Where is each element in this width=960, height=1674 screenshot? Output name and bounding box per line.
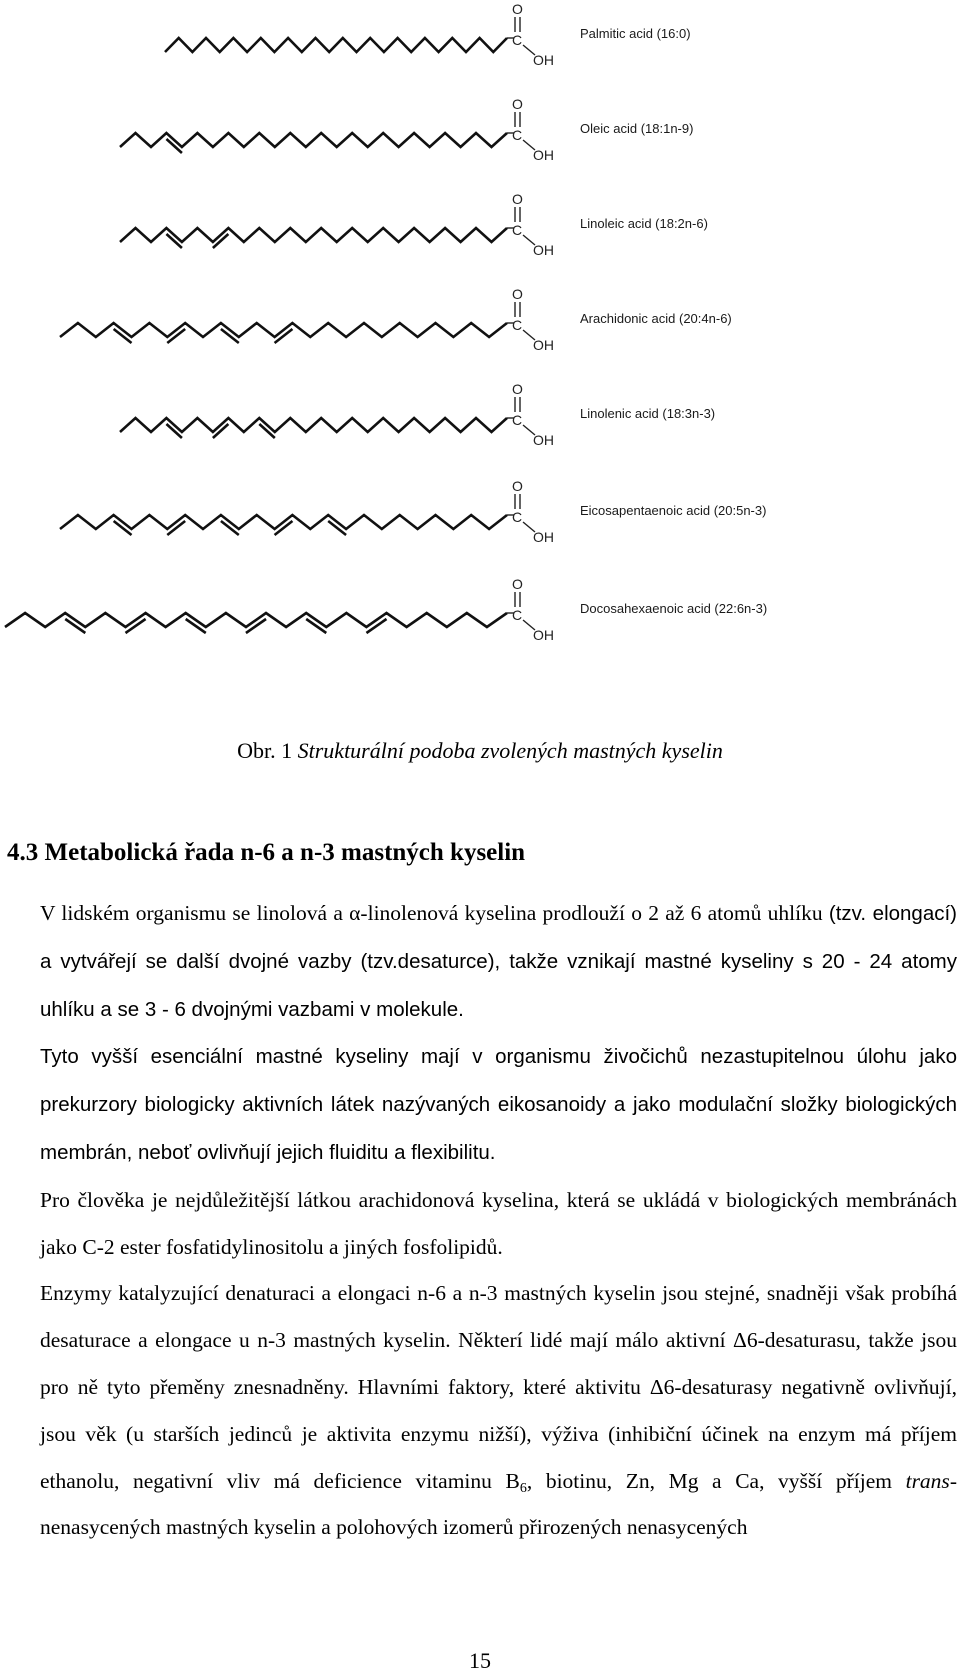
caption-prefix: Obr. 1 — [237, 738, 298, 763]
carbon-chain — [120, 228, 507, 242]
fatty-acid-row — [60, 286, 732, 353]
atom-carbon: C — [512, 509, 523, 525]
carbon-chain — [120, 133, 507, 147]
atom-carbon: C — [512, 607, 523, 623]
paragraph-2 — [7, 1033, 957, 1176]
atom-oxygen: O — [512, 576, 523, 592]
acid-label: Palmitic acid (16:0) — [580, 26, 691, 41]
atom-oxygen: O — [512, 191, 523, 207]
p1-text-sans: (tzv. elongací) a vytvářejí se další dvojné vazby (tzv.desaturce), takže vznikají mastné kyseliny s 20 - 24 atomy uhlíku a se 3 - 6 dvojnými vazbami v molekule. — [40, 902, 957, 1021]
carbon-chain — [165, 38, 507, 52]
p4-text-d: , biotinu, Zn, Mg a Ca, vyšší příjem — [526, 1468, 906, 1493]
alpha-symbol: α- — [349, 901, 368, 925]
atom-carbon: C — [512, 32, 523, 48]
acid-label: Linolenic acid (18:3n-3) — [580, 406, 716, 421]
atom-hydroxyl: OH — [533, 242, 554, 258]
atom-hydroxyl: OH — [533, 627, 554, 643]
fatty-acid-row — [60, 478, 766, 545]
p4-text-e: -nenasycených mastných kyselin a polohových izomerů přirozených nenasycených — [40, 1468, 957, 1540]
body-text — [7, 890, 957, 1551]
atom-carbon: C — [512, 317, 523, 333]
carbon-chain — [120, 418, 507, 432]
subscript-6: 6 — [519, 1480, 527, 1496]
fatty-acid-row — [120, 381, 715, 448]
atom-oxygen: O — [512, 286, 523, 302]
atom-hydroxyl: OH — [533, 529, 554, 545]
atom-hydroxyl: OH — [533, 147, 554, 163]
atom-carbon: C — [512, 412, 523, 428]
acid-label: Oleic acid (18:1n-9) — [580, 121, 694, 136]
atom-oxygen: O — [512, 96, 523, 112]
fatty-acid-row — [120, 96, 693, 163]
p4-text-b: , takže jsou pro ně tyto přeměny znesnadněny. Hlavními faktory, které aktivitu — [40, 1328, 957, 1399]
p4-text-a: Enzymy katalyzující denaturaci a elongaci n-6 a n-3 mastných kyselin jsou stejné, snadněji však probíhá desaturace a elongace u n-3 mastných kyselin. Některí lidé mají málo aktivní — [40, 1281, 957, 1353]
section-heading: 4.3 Metabolická řada n-6 a n-3 mastných kyselin — [7, 839, 526, 866]
p4-text-c: negativně ovlivňují, jsou věk (u starších jedinců je aktivita enzymu nižší), výživa (inhibiční účinek na enzym má příjem ethanolu, negativní vliv má deficience vitaminu B — [40, 1374, 957, 1493]
paragraph-4 — [7, 1270, 957, 1551]
atom-oxygen: O — [512, 478, 523, 494]
page-number: 15 — [469, 1648, 491, 1673]
fatty-acid-row — [120, 191, 708, 258]
atom-carbon: C — [512, 127, 523, 143]
atom-hydroxyl: OH — [533, 52, 554, 68]
p2-text: Tyto vyšší esenciální mastné kyseliny mají v organismu živočichů nezastupitelnou úlohu jako prekurzory biologicky aktivních látek nazývaných eikosanoidy a jako modulační složky biologických membrán, neboť ovlivňují jejich fluiditu a flexibilitu. — [40, 1045, 957, 1164]
acid-label: Arachidonic acid (20:4n-6) — [580, 311, 732, 326]
acid-label: Docosahexaenoic acid (22:6n-3) — [580, 601, 768, 616]
fatty-acid-row — [5, 576, 767, 643]
atom-hydroxyl: OH — [533, 337, 554, 353]
caption-text: Strukturální podoba zvolených mastných kyselin — [297, 738, 723, 763]
atom-hydroxyl: OH — [533, 432, 554, 448]
delta-desaturasu: Δ6-desaturasu — [733, 1328, 856, 1353]
atom-oxygen: O — [512, 1, 523, 17]
paragraph-3 — [7, 1177, 957, 1271]
p3-text: Pro člověka je nejdůležitější látkou arachidonová kyselina, která se ukládá v biologických membránách jako C-2 ester fosfatidylinositolu a jiných fosfolipidů. — [40, 1187, 957, 1259]
atom-carbon: C — [512, 222, 523, 238]
acid-label: Linoleic acid (18:2n-6) — [580, 216, 708, 231]
paragraph-1 — [7, 890, 957, 1033]
figure-caption — [0, 740, 960, 762]
fatty-acid-structures-figure — [0, 0, 960, 700]
italic-trans: trans — [905, 1468, 950, 1493]
acid-label: Eicosapentaenoic acid (20:5n-3) — [580, 503, 767, 518]
p1-text-b: linolenová kyselina prodlouží o 2 až 6 atomů uhlíku — [367, 901, 829, 925]
p1-text-a: V lidském organismu se linolová a — [40, 901, 350, 925]
fatty-acid-row — [165, 1, 691, 68]
atom-oxygen: O — [512, 381, 523, 397]
delta-desaturasy: Δ6-desaturasy — [649, 1374, 773, 1399]
